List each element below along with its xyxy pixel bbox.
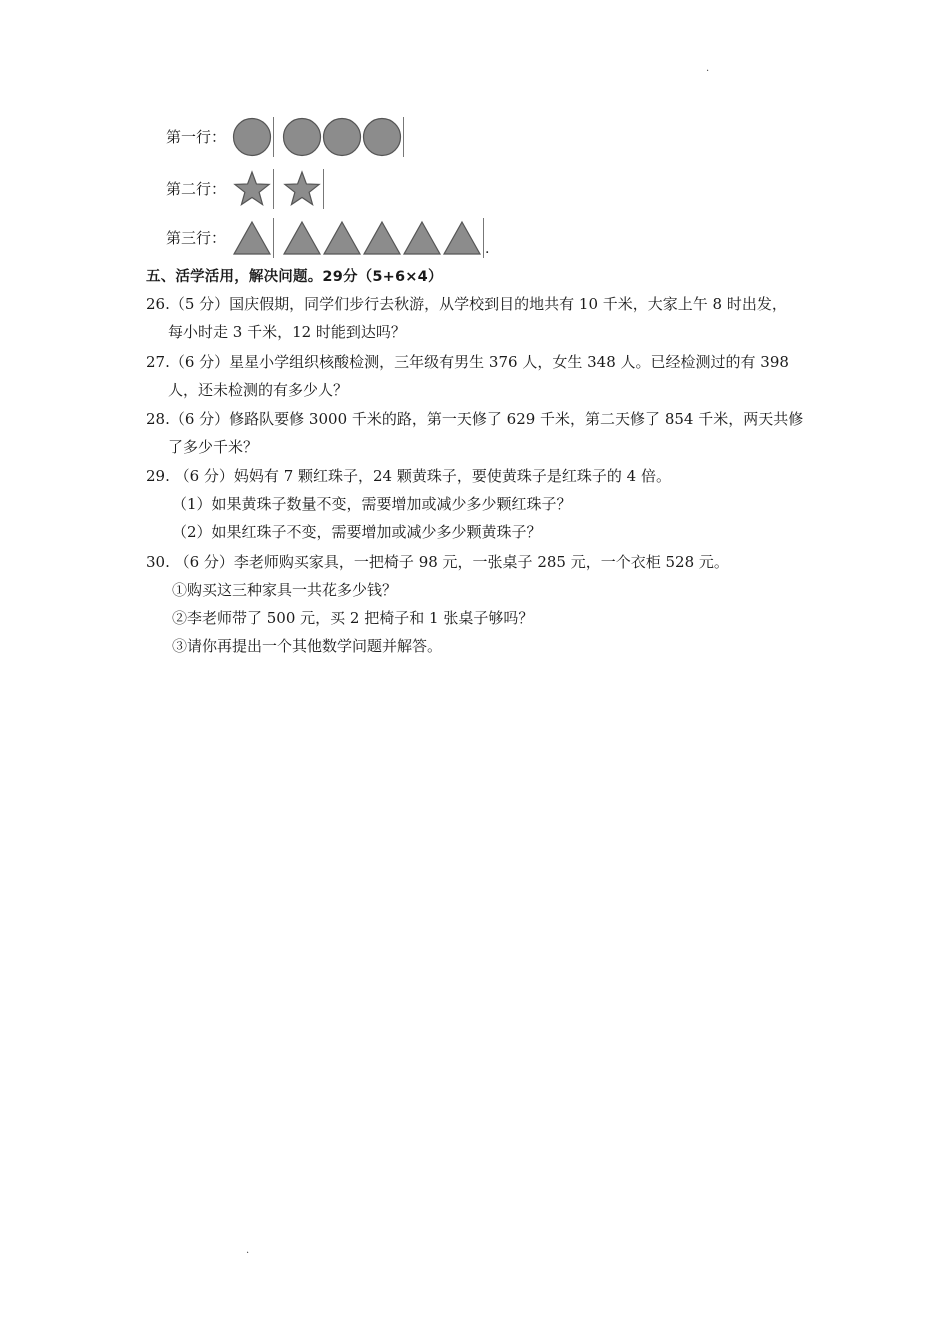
sub-question: ③请你再提出一个其他数学问题并解答。 — [172, 637, 443, 655]
section-title: 五、活学活用，解决问题。29分（5+6×4） — [146, 269, 443, 285]
row-shapes — [232, 218, 484, 258]
sub-question: （2）如果红珠子不变，需要增加或减少多少颗黄珠子？ — [172, 523, 542, 541]
circle-shape — [322, 117, 362, 157]
question-26 — [146, 290, 826, 346]
shape-row-2 — [166, 169, 325, 209]
star-shape — [232, 169, 272, 209]
question-27 — [146, 348, 826, 404]
question-line: 27.（6 分）星星小学组织核酸检测，三年级有男生 376 人，女生 348 人。已经检测过的有 398 — [146, 353, 789, 371]
circle-shape — [232, 117, 272, 157]
shape-group — [232, 169, 274, 209]
sub-question: ①购买这三种家具一共花多少钱？ — [172, 581, 398, 599]
sub-question: ②李老师带了 500 元，买 2 把椅子和 1 张桌子够吗？ — [172, 609, 534, 627]
triangle-shape — [282, 218, 322, 258]
triangle-shape — [442, 218, 482, 258]
sub-question: （1）如果黄珠子数量不变，需要增加或减少多少颗红珠子？ — [172, 495, 572, 513]
question-28 — [146, 405, 826, 461]
circle-shape — [362, 117, 402, 157]
row-shapes — [232, 169, 324, 209]
question-29 — [146, 462, 826, 546]
shape-group — [282, 117, 404, 157]
question-line: 29. （6 分）妈妈有 7 颗红珠子，24 颗黄珠子，要使黄珠子是红珠子的 4 倍。 — [146, 467, 671, 485]
triangle-shape — [402, 218, 442, 258]
triangle-shape — [232, 218, 272, 258]
row-label: 第二行： — [166, 180, 227, 198]
triangle-shape — [362, 218, 402, 258]
shape-group — [232, 218, 274, 258]
star-shape — [282, 169, 322, 209]
circle-shape — [282, 117, 322, 157]
shape-row-3 — [166, 218, 489, 258]
top-mark: . — [706, 63, 710, 74]
shape-row-1 — [166, 117, 405, 157]
shape-group — [282, 218, 484, 258]
shape-group — [282, 169, 324, 209]
row-label: 第一行： — [166, 128, 227, 146]
question-line: 26.（5 分）国庆假期，同学们步行去秋游，从学校到目的地共有 10 千米，大家上午 8 时出发， — [146, 295, 787, 313]
question-line: 30. （6 分）李老师购买家具，一把椅子 98 元，一张桌子 285 元，一个衣柜 528 元。 — [146, 553, 729, 571]
question-line: 人，还未检测的有多少人？ — [168, 381, 349, 399]
triangle-shape — [322, 218, 362, 258]
row-end-mark: . — [485, 241, 490, 257]
question-line: 每小时走 3 千米，12 时能到达吗？ — [168, 323, 406, 341]
row-shapes — [232, 117, 404, 157]
question-line: 28.（6 分）修路队要修 3000 千米的路，第一天修了 629 千米，第二天修了 854 千米，两天共修 — [146, 410, 804, 428]
row-label: 第三行： — [166, 229, 227, 247]
shape-group — [232, 117, 274, 157]
question-30 — [146, 548, 826, 660]
bottom-mark: . — [246, 1245, 250, 1256]
question-line: 了多少千米？ — [168, 438, 259, 456]
